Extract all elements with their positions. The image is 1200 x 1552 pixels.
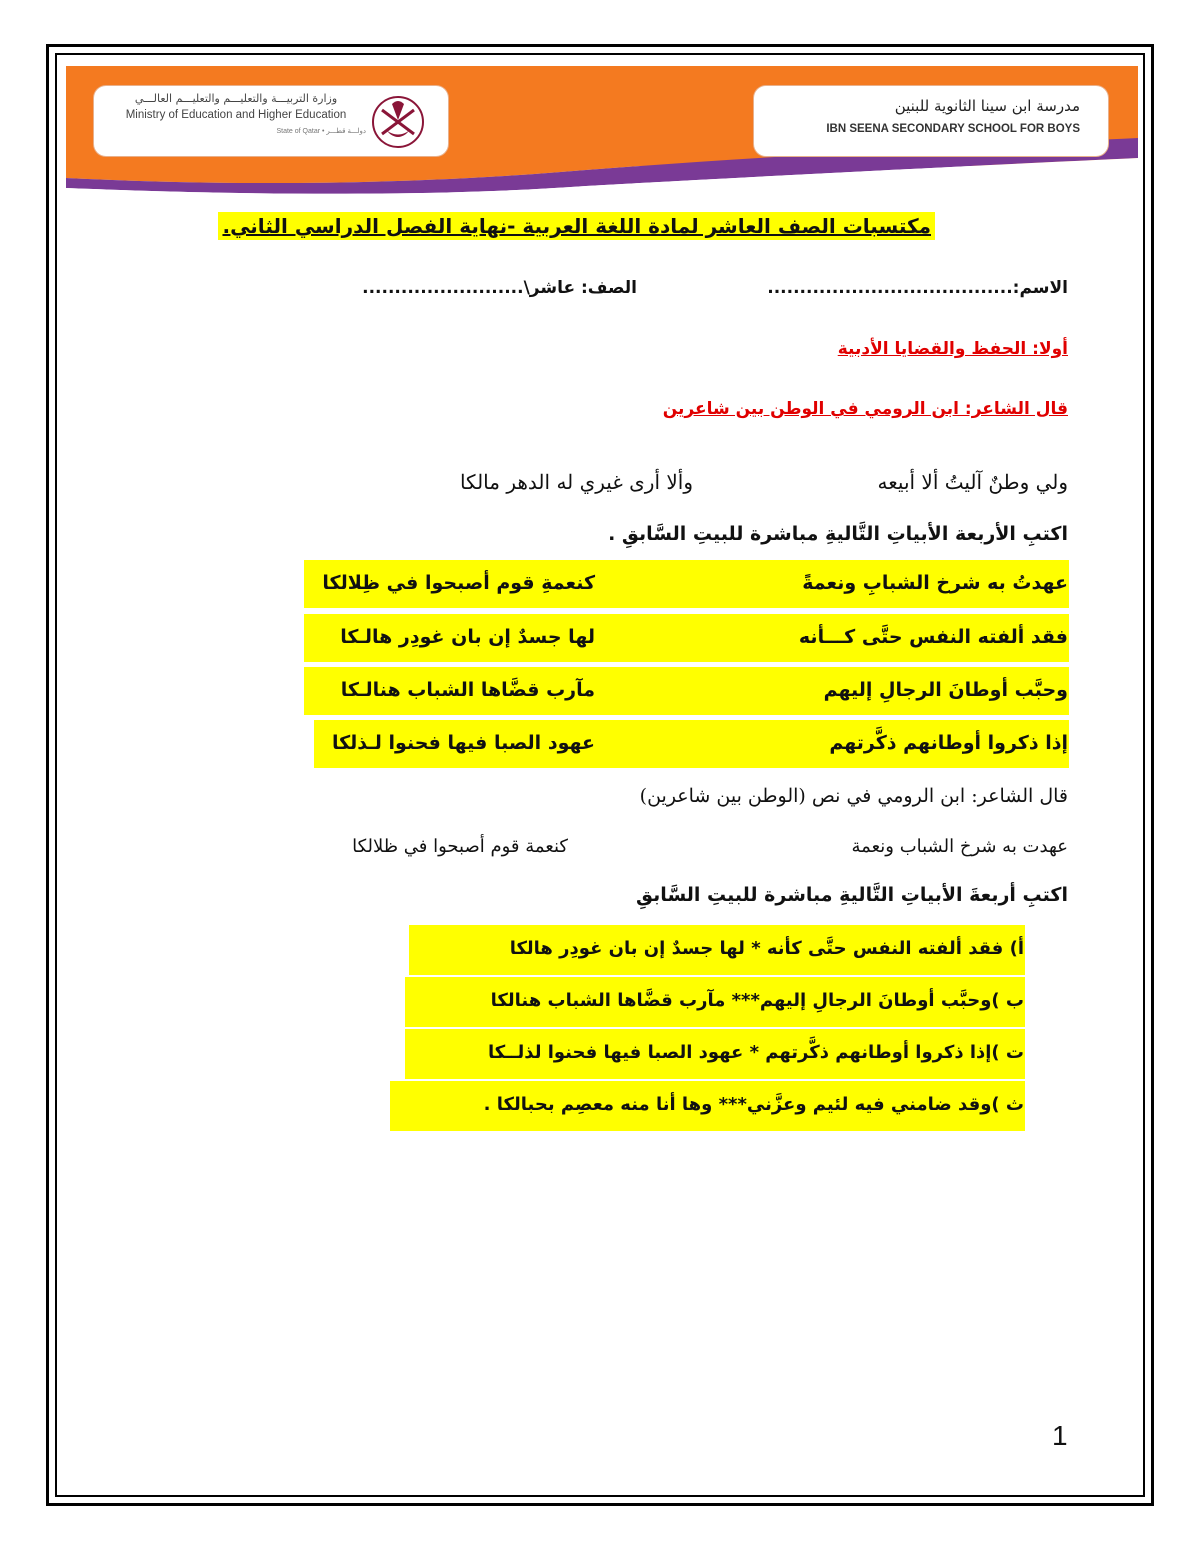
option-b: ب )وحبَّب أوطانَ الرجالِ إليهم*** مآرب قضَّاها الشباب هنالكا <box>490 990 1024 1011</box>
verse2-second-hemistich: كنعمة قوم أصبحوا في ظلالكا <box>352 836 568 857</box>
state-of-qatar: State of Qatar • دولـــة قطـــر <box>276 128 366 135</box>
ministry-name-en: Ministry of Education and Higher Education <box>125 109 347 121</box>
qatar-emblem-icon <box>368 94 428 150</box>
poet-line: قال الشاعر: ابن الرومي في نص (الوطن بين شاعرين) <box>639 785 1068 807</box>
verse-first-hemistich: وحبَّب أوطانَ الرجالِ إليهم <box>823 679 1068 701</box>
ministry-name-ar: وزارة التربيـــة والتعليـــم والتعليـــم العالـــي <box>134 92 338 105</box>
page-border-inner <box>55 53 1145 1497</box>
instruction-1: اكتبِ الأربعة الأبياتِ التَّاليةِ مباشرة للبيتِ السَّابقِ . <box>608 523 1068 545</box>
school-name-ar: مدرسة ابن سينا الثانوية للبنين <box>894 97 1080 115</box>
option-d: ث )وقد ضامني فيه لئيم وعزَّني*** وها أنا منه معصِم بحبالكا . <box>483 1094 1024 1115</box>
school-name-en: IBN SEENA SECONDARY SCHOOL FOR BOYS <box>826 123 1080 135</box>
student-name-field: الاسم:...................................... <box>767 278 1068 298</box>
verse-second-hemistich: كنعمةِ قوم أصبحوا في ظِلالكا <box>322 572 595 594</box>
section-heading-poet: قال الشاعر: ابن الرومي في الوطن بين شاعرين <box>662 399 1068 419</box>
verse-first-hemistich: إذا ذكروا أوطانهم ذكَّرتهم <box>829 732 1068 754</box>
verse1-first-hemistich: ولي وطنٌ آليتُ ألا أبيعه <box>877 470 1068 494</box>
verse-second-hemistich: عهود الصبا فيها فحنوا لـذلكا <box>331 732 595 754</box>
verse-second-hemistich: مآرب قضَّاها الشباب هنالـكا <box>340 679 595 701</box>
page-title: مكتسبات الصف العاشر لمادة اللغة العربية -نهاية الفصل الدراسي الثاني. <box>218 212 935 240</box>
verse2-first-hemistich: عهدت به شرخ الشباب ونعمة <box>851 836 1068 857</box>
verse-first-hemistich: فقد ألفته النفس حتَّى كـــأنه <box>798 626 1068 648</box>
section-heading-memorization: أولا: الحفظ والقضايا الأدبية <box>837 339 1068 359</box>
student-class-field: الصف: عاشر\......................... <box>362 278 637 298</box>
verse-second-hemistich: لها جسدٌ إن بان غودِر هالـكا <box>340 626 595 648</box>
verse-first-hemistich: عهدتُ به شرخ الشبابِ ونعمةً <box>802 572 1068 594</box>
option-c: ت )إذا ذكروا أوطانهم ذكَّرتهم * عهود الصبا فيها فحنوا لذلــكا <box>488 1042 1024 1063</box>
page-number: 1 <box>1052 1420 1068 1451</box>
option-a: أ) فقد ألفته النفس حتَّى كأنه * لها جسدٌ إن بان غودِر هالكا <box>509 938 1024 959</box>
verse1-second-hemistich: وألا أرى غيري له الدهر مالكا <box>459 470 693 494</box>
instruction-2: اكتبِ أربعةَ الأبياتِ التَّاليةِ مباشرة للبيتِ السَّابقِ <box>636 884 1068 906</box>
